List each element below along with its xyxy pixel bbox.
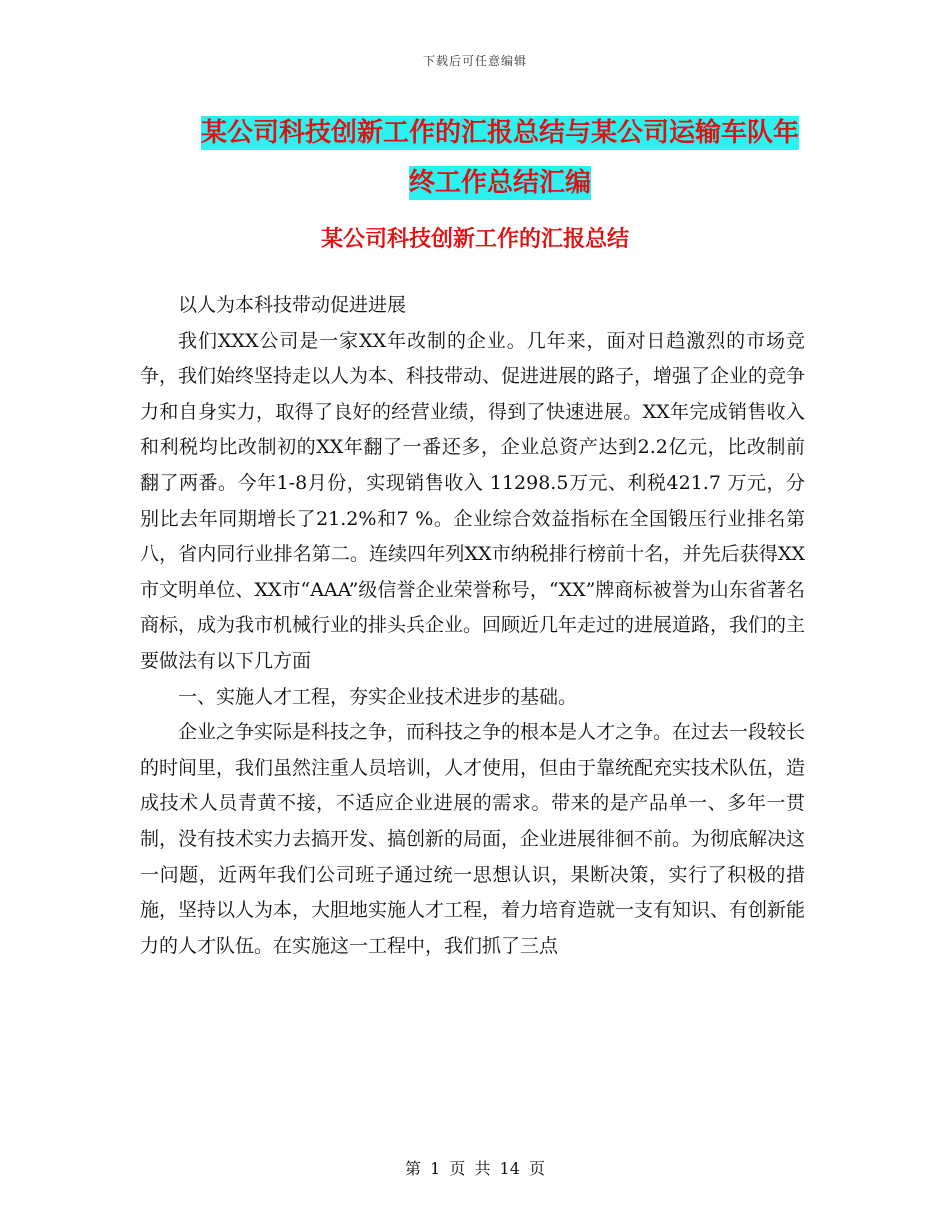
document-title-line-1: 某公司科技创新工作的汇报总结与某公司运输车队年	[200, 118, 799, 148]
body-paragraph: 我们XXX公司是一家XX年改制的企业。几年来，面对日趋激烈的市场竞争，我们始终坚持走以人为本、科技带动、促进进展的路子，增强了企业的竞争力和自身实力，取得了良好的经营业绩，得到了快速进展。XX年完成销售收入和利税均比改制初的XX年翻了一番还多，企业总资产达到2.2亿元，比改制前翻了两番。今年1-8月份，实现销售收入 11298.5万元、利税421.7 万元，分别比去年同期增长了21.2%和7 %。企业综合效益指标在全国锻压行业排名第八，省内同行业排名第二。连续四年列XX市纳税排行榜前十名，并先后获得XX市文明单位、XX市“AAA”级信誉企业荣誉称号，“XX”牌商标被誉为山东省著名商标，成为我市机械行业的排头兵企业。回顾近几年走过的进展道路，我们的主要做法有以下几方面	[140, 329, 806, 672]
document-title	[140, 108, 860, 208]
page-footer-number: 第 1 页 共 14 页	[405, 1159, 545, 1178]
section-title: 某公司科技创新工作的汇报总结	[320, 227, 629, 252]
body-paragraph-subtitle: 以人为本科技带动促进进展	[178, 294, 407, 316]
page-header-note: 下载后可任意编辑	[422, 54, 527, 68]
body-paragraph-heading: 一、实施人才工程，夯实企业技术进步的基础。	[178, 685, 578, 708]
document-title-line-2: 终工作总结汇编	[408, 168, 591, 198]
document-body	[140, 288, 805, 964]
body-paragraph: 企业之争实际是科技之争，而科技之争的根本是人才之争。在过去一段较长的时间里，我们虽然注重人员培训，人才使用，但由于靠统配充实技术队伍，造成技术人员青黄不接，不适应企业进展的需求。带来的是产品单一、多年一贯制，没有技术实力去搞开发、搞创新的局面，企业进展徘徊不前。为彻底解决这一问题，近两年我们公司班子通过统一思想认识，果断决策，实行了积极的措施，坚持以人为本，大胆地实施人才工程，着力培育造就一支有知识、有创新能力的人才队伍。在实施这一工程中，我们抓了三点	[140, 721, 806, 957]
